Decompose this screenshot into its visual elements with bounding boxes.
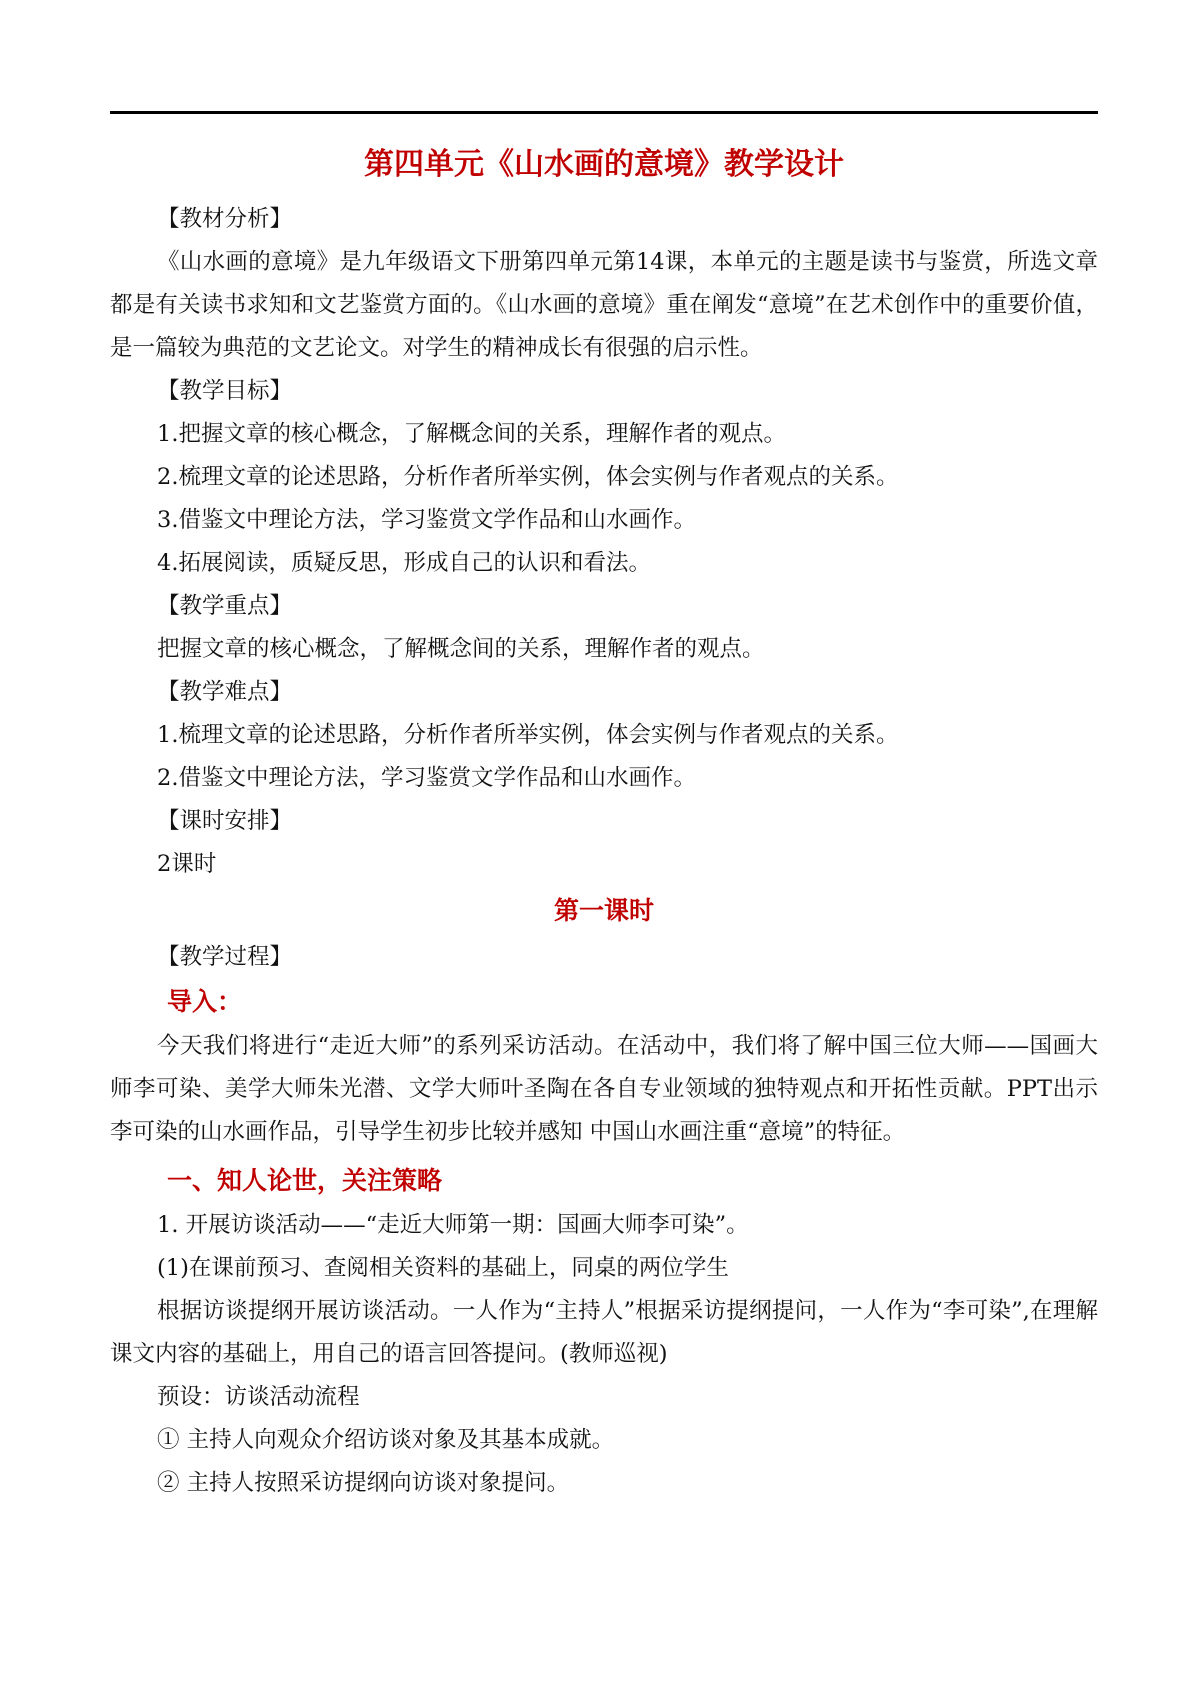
key-point: 把握文章的核心概念，了解概念间的关系，理解作者的观点。 [157,636,765,662]
difficulty-item: 2.借鉴文中理论方法，学习鉴赏文学作品和山水画作。 [157,765,696,791]
lesson-one-title: 第一课时 [553,896,654,925]
analysis-paragraph: 《山水画的意境》是九年级语文下册第四单元第14课，本单元的主题是读书与鉴赏，所选文章都是有关读书求知和文艺鉴赏方面的。《山水画的意境》重在阐发“意境”在艺术创作中的重要价值，是一篇较为典范的文艺论文。对学生的精神成长有很强的启示性。 [110,249,1098,361]
heading-analysis: 【教材分析】 [157,206,293,232]
step-one-a: (1)在课前预习、查阅相关资料的基础上，同桌的两位学生 [157,1255,729,1281]
goal-item: 3.借鉴文中理论方法，学习鉴赏文学作品和山水画作。 [157,507,696,533]
goal-item: 1.把握文章的核心概念，了解概念间的关系，理解作者的观点。 [157,421,786,447]
heading-process: 【教学过程】 [157,944,293,970]
document-title: 第四单元《山水画的意境》教学设计 [364,147,844,182]
flow-item: ② 主持人按照采访提纲向访谈对象提问。 [157,1470,570,1496]
intro-heading: 导入： [167,987,243,1016]
goal-item: 2.梳理文章的论述思路，分析作者所举实例，体会实例与作者观点的关系。 [157,464,899,490]
heading-difficulties: 【教学难点】 [157,679,293,705]
document-body [110,140,1098,1505]
schedule-text: 2课时 [157,851,217,877]
preset-label: 预设：访谈活动流程 [157,1384,360,1410]
part-one-heading: 一、知人论世，关注策略 [167,1166,443,1195]
header-rule [110,111,1098,114]
heading-goals: 【教学目标】 [157,378,293,404]
heading-schedule: 【课时安排】 [157,808,293,834]
heading-key-points: 【教学重点】 [157,593,293,619]
difficulty-item: 1.梳理文章的论述思路，分析作者所举实例，体会实例与作者观点的关系。 [157,722,899,748]
flow-item: ① 主持人向观众介绍访谈对象及其基本成就。 [157,1427,615,1453]
step-one-b: 根据访谈提纲开展访谈活动。一人作为“主持人”根据采访提纲提问，一人作为“李可染”,在理解课文内容的基础上，用自己的语言回答提问。(教师巡视) [110,1298,1098,1367]
intro-paragraph: 今天我们将进行“走近大师”的系列采访活动。在活动中，我们将了解中国三位大师——国画大师李可染、美学大师朱光潜、文学大师叶圣陶在各自专业领域的独特观点和开拓性贡献。PPT出示李可染的山水画作品，引导学生初步比较并感知 中国山水画注重“意境”的特征。 [110,1033,1098,1145]
step-one: 1. 开展访谈活动——“走近大师第一期：国画大师李可染”。 [157,1212,749,1238]
goal-item: 4.拓展阅读，质疑反思，形成自己的认识和看法。 [157,550,651,576]
